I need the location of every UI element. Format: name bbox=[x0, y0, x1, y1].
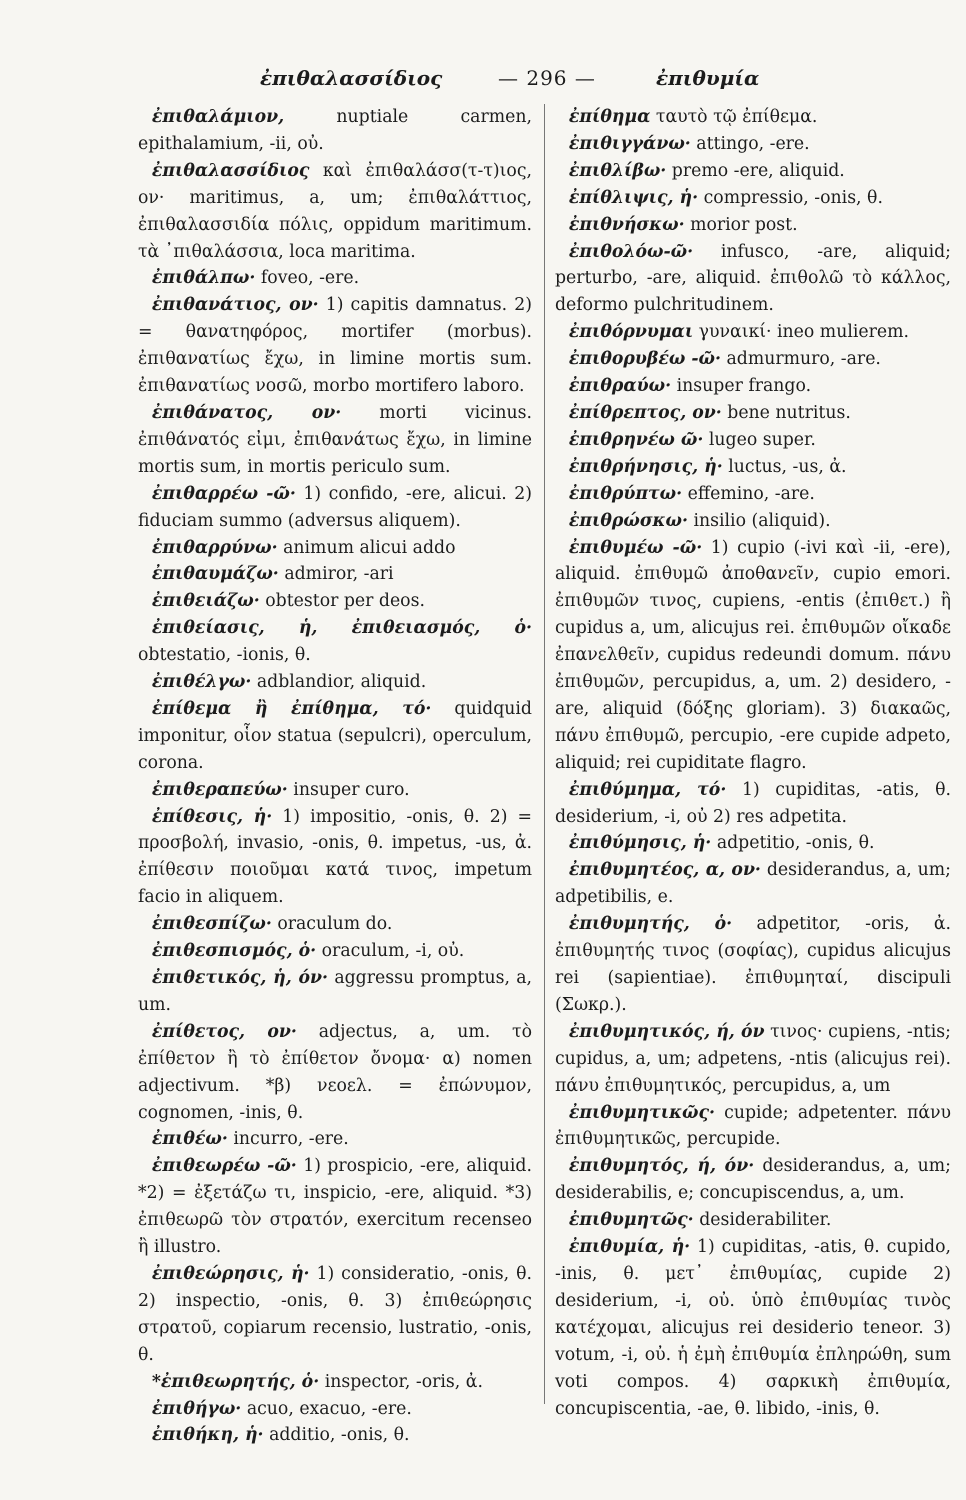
entry-definition: desiderabiliter. bbox=[693, 1210, 832, 1231]
entry-definition: adpetitio, -onis, θ. bbox=[711, 833, 875, 854]
dictionary-entry bbox=[138, 1369, 532, 1396]
entry-headword: ἐπίθλιψις, ἡ· bbox=[568, 187, 699, 208]
dictionary-entry bbox=[555, 1100, 951, 1154]
entry-headword: ἐπιθρηνέω ῶ· bbox=[568, 429, 704, 450]
entry-headword: ἐπιθαλασσίδιος bbox=[151, 160, 310, 181]
entry-definition: 1) consideratio, -onis, θ. 2) inspectio, -onis, θ. 3) ἐπιθεώρησις στρατοῦ, copiarum recensio, lustratio, -onis, θ. bbox=[138, 1263, 532, 1365]
dictionary-entry bbox=[138, 615, 532, 669]
entry-definition: desiderandus, a, um; desiderabilis, e; concupiscendus, a, um. bbox=[555, 1156, 951, 1204]
entry-headword: ἐπιθλίβω· bbox=[568, 160, 667, 181]
entry-headword: ἐπιθαρρύνω· bbox=[151, 537, 278, 558]
entry-definition: oraculum, -i, οὐ. bbox=[316, 941, 465, 962]
dictionary-entry bbox=[555, 830, 951, 857]
entry-definition: καὶ ἐπιθαλάσσ(τ-τ)ιος, ον· maritimus, a, um; ἐπιθαλάττιος, ἐπιθαλασσιδία πόλις, oppidum maritimum. τὰ ᾽πιθαλάσσια, loca maritima. bbox=[138, 160, 532, 262]
dictionary-entry bbox=[555, 857, 951, 911]
entry-definition: insuper curo. bbox=[287, 779, 410, 800]
entry-headword: ἐπιθυμητῶς· bbox=[568, 1210, 694, 1231]
entry-headword: ἐπιθιγγάνω· bbox=[568, 133, 691, 154]
entry-definition: τινος· cupiens, -ntis; cupidus, a, um; adpetens, -ntis (alicujus rei). πάνυ ἐπιθυμητικός, percupidus, a, um bbox=[555, 1021, 951, 1096]
entry-headword: ἐπιθυμητής, ὁ· bbox=[568, 914, 733, 935]
entry-definition: 1) impositio, -onis, θ. 2) = προσβολή, invasio, -onis, θ. impetus, -us, ἀ. ἐπίθεσιν ποιοῦμαι κατά τινος, impetum facio in aliquem. bbox=[138, 806, 532, 908]
page-number: — 296 — bbox=[498, 66, 596, 90]
entry-definition: 1) cupiditas, -atis, θ. cupido, -inis, θ. μετ᾽ ἐπιθυμίας, cupide 2) desiderium, -i, οὐ. ὑπὸ ἐπιθυμίας τινὸς κατέχομαι, alicujus rei desiderio teneor. 3) votum, -i, οὐ. ἡ ἐμὴ ἐπιθυμία ἐπληρώθη, sum voti compos. 4) σαρκικὴ ἐπιθυμία, concupiscentia, -ae, θ. libido, -inis, θ. bbox=[555, 1237, 951, 1419]
entry-headword: ἐπιθείασις, ἡ, ἐπιθειασμός, ὁ· bbox=[151, 618, 532, 639]
entry-headword: ἐπιθεωρέω -ῶ· bbox=[151, 1156, 297, 1177]
dictionary-entry bbox=[138, 1153, 532, 1261]
entry-definition: 1) cupiditas, -atis, θ. desiderium, -i, οὐ 2) res adpetita. bbox=[555, 779, 951, 827]
entry-definition: adpetitor, -oris, ἀ. ἐπιθυμητής τινος (σοφίας), cupidus alicujus rei (sapientiae). ἐπιθυμηταί, discipuli (Σωκρ.). bbox=[555, 914, 951, 1015]
dictionary-entry bbox=[555, 777, 951, 831]
entry-definition: desiderandus, a, um; adpetibilis, e. bbox=[555, 860, 952, 908]
entry-headword: ἐπιθαρρέω -ῶ· bbox=[151, 483, 296, 504]
entry-headword: ἐπιθορυβέω -ῶ· bbox=[568, 349, 721, 370]
right-guide-word: ἐπιθυμία bbox=[656, 66, 760, 90]
entry-headword: ἐπιθυμητέος, α, ον· bbox=[568, 860, 761, 881]
dictionary-entry bbox=[555, 427, 951, 454]
entry-definition: insilio (aliquid). bbox=[687, 510, 831, 531]
entry-headword: ἐπιθνήσκω· bbox=[568, 214, 685, 235]
entry-headword: ἐπιθαυμάζω· bbox=[151, 564, 279, 585]
dictionary-entry bbox=[138, 804, 532, 912]
dictionary-entry bbox=[138, 158, 532, 266]
dictionary-entry bbox=[555, 1019, 951, 1100]
entry-definition: foveo, -ere. bbox=[255, 268, 360, 289]
entry-headword: ἐπιθυμέω -ῶ· bbox=[568, 537, 703, 558]
entry-headword: ἐπιθύμημα, τό· bbox=[568, 779, 727, 800]
dictionary-entry bbox=[555, 373, 951, 400]
dictionary-entry bbox=[555, 1153, 951, 1207]
dictionary-entry bbox=[555, 131, 951, 158]
entry-definition: lugeo super. bbox=[703, 429, 816, 450]
dictionary-entry bbox=[555, 1234, 951, 1422]
entry-definition: luctus, -us, ἀ. bbox=[722, 456, 847, 477]
entry-headword: ἐπιθάλπω· bbox=[151, 268, 256, 289]
dictionary-entry bbox=[138, 669, 532, 696]
dictionary-entry bbox=[555, 104, 951, 131]
dictionary-entry bbox=[138, 1422, 532, 1449]
dictionary-entry bbox=[138, 938, 532, 965]
entry-headword: ἐπιθαλάμιον, bbox=[151, 107, 285, 127]
dictionary-entry bbox=[138, 104, 532, 158]
entry-definition: adblandior, aliquid. bbox=[251, 672, 427, 693]
entry-headword: ἐπιθόρνυμαι bbox=[568, 322, 694, 343]
entry-headword: ἐπιθέω· bbox=[151, 1129, 228, 1150]
entry-definition: attingo, -ere. bbox=[690, 133, 810, 154]
dictionary-entry bbox=[555, 400, 951, 427]
entry-headword: ἐπιθεώρησις, ἡ· bbox=[151, 1263, 310, 1284]
dictionary-entry bbox=[138, 1126, 532, 1153]
entry-headword: ἐπιθάνατος, ον· bbox=[151, 402, 342, 423]
entry-headword: ἐπίθημα bbox=[568, 107, 651, 127]
entry-definition: 1) confido, -ere, alicui. 2) fiduciam summo (adversus aliquem). bbox=[138, 483, 533, 531]
entry-headword: ἐπιθρύπτω· bbox=[568, 483, 683, 504]
dictionary-entry bbox=[138, 561, 532, 588]
dictionary-entry bbox=[138, 481, 532, 535]
entry-definition: incurro, -ere. bbox=[227, 1129, 349, 1150]
entry-headword: ἐπιθυμία, ἡ· bbox=[568, 1237, 691, 1258]
dictionary-entry bbox=[555, 508, 951, 535]
entry-headword: ἐπιθεσπισμός, ὁ· bbox=[151, 941, 317, 962]
entry-headword: ἐπίθεσις, ἡ· bbox=[151, 806, 273, 827]
entry-definition: premo -ere, aliquid. bbox=[666, 160, 845, 181]
right-column bbox=[555, 104, 951, 1422]
entry-definition: quidquid imponitur, οἷον statua (sepulcri), operculum, corona. bbox=[138, 698, 532, 773]
dictionary-entry bbox=[138, 911, 532, 938]
entry-definition: 1) capitis damnatus. 2) = θανατηφόρος, mortifer (morbus). ἐπιθανατίως ἔχω, in limine mortis sum. ἐπιθανατίως νοσῶ, morbo mortifero laboro. bbox=[138, 295, 532, 397]
dictionary-entry bbox=[555, 481, 951, 508]
dictionary-entry bbox=[138, 400, 532, 481]
entry-definition: bene nutritus. bbox=[721, 402, 851, 423]
entry-definition: cupide; adpetenter. πάνυ ἐπιθυμητικῶς, percupide. bbox=[555, 1102, 951, 1150]
entry-headword: ἐπιθραύω· bbox=[568, 376, 672, 397]
entry-definition: morior post. bbox=[684, 214, 798, 235]
entry-headword: ἐπιθυμητός, ή, όν· bbox=[568, 1156, 755, 1177]
dictionary-entry bbox=[555, 158, 951, 185]
dictionary-entry bbox=[138, 1396, 532, 1423]
dictionary-entry bbox=[138, 777, 532, 804]
column-divider bbox=[544, 104, 545, 1404]
entry-headword: ἐπιθρήνησις, ἡ· bbox=[568, 456, 723, 477]
dictionary-entry bbox=[555, 535, 951, 777]
dictionary-entry bbox=[138, 535, 532, 562]
entry-definition: 1) cupio (-ivi καὶ -ii, -ere), aliquid. ἐπιθυμῶ ἀποθανεῖν, cupio emori. ἐπιθυμῶν τινος, cupiens, -entis (ἐπιθετ.) ἢ cupidus a, um, alicujus rei. ἐπιθυμῶν οἴκαδε ἐπανελθεῖν, cupidus redeundi domum. πάνυ ἐπιθυμῶν, percupidus, a, um. 2) desidero, -are, aliquid (δόξης gloriam). 3) διακαῶς, πάνυ ἐπιθυμῶ, percupio, -ere cupide adpeto, aliquid; rei cupiditate flagro. bbox=[555, 537, 951, 773]
entry-definition: effemino, -are. bbox=[682, 483, 815, 504]
entry-definition: morti vicinus. ἐπιθάνατός εἰμι, ἐπιθανάτως ἔχω, in limine mortis sum, in mortis periculo sum. bbox=[138, 402, 532, 477]
entry-definition: oraculum do. bbox=[271, 914, 393, 935]
running-header bbox=[0, 66, 966, 96]
entry-definition: compressio, -onis, θ. bbox=[698, 187, 883, 208]
dictionary-entry bbox=[555, 185, 951, 212]
entry-headword: *ἐπιθεωρητής, ὁ· bbox=[151, 1371, 320, 1392]
dictionary-entry bbox=[555, 239, 951, 320]
entry-definition: insuper frango. bbox=[671, 376, 812, 397]
entry-headword: ἐπιθρώσκω· bbox=[568, 510, 688, 531]
dictionary-entry bbox=[138, 588, 532, 615]
entry-headword: ἐπιθυμητικός, ή, όν bbox=[568, 1021, 765, 1042]
dictionary-entry bbox=[555, 346, 951, 373]
left-column bbox=[138, 104, 532, 1449]
entry-definition: additio, -onis, θ. bbox=[263, 1425, 410, 1446]
entry-definition: infusco, -are, aliquid; perturbo, -are, aliquid. ἐπιθολῶ τὸ κάλλος, deformo pulchritudinem. bbox=[555, 241, 951, 316]
entry-definition: adjectus, a, um. τὸ ἐπίθετον ἢ τὸ ἐπίθετον ὄνομα· α) nomen adjectivum. *β) νεοελ. = ἐπώνυμον, cognomen, -inis, θ. bbox=[138, 1021, 532, 1123]
dictionary-entry bbox=[138, 965, 532, 1019]
entry-definition: admiror, -ari bbox=[278, 564, 394, 585]
dictionary-entry bbox=[138, 696, 532, 777]
entry-definition: 1) prospicio, -ere, aliquid. *2) = ἐξετάζω τι, inspicio, -ere, aliquid. *3) ἐπιθεωρῶ τὸν στρατόν, exercitum recenseo ἢ illustro. bbox=[138, 1156, 532, 1258]
entry-headword: ἐπιθειάζω· bbox=[151, 591, 260, 612]
entry-definition: ταυτὸ τῷ ἐπίθεμα. bbox=[650, 107, 818, 127]
entry-headword: ἐπιθύμησις, ἡ· bbox=[568, 833, 712, 854]
dictionary-entry bbox=[555, 1207, 951, 1234]
entry-definition: animum alicui addo bbox=[277, 537, 456, 558]
entry-definition: admurmuro, -are. bbox=[720, 349, 881, 370]
entry-headword: ἐπιθεσπίζω· bbox=[151, 914, 272, 935]
entry-headword: ἐπιθεραπεύω· bbox=[151, 779, 288, 800]
entry-headword: ἐπιθέλγω· bbox=[151, 672, 252, 693]
entry-headword: ἐπίθρεπτος, ον· bbox=[568, 402, 722, 423]
entry-headword: ἐπιθολόω-ῶ· bbox=[568, 241, 694, 262]
dictionary-entry bbox=[555, 911, 951, 1019]
entry-headword: ἐπιθετικός, ἡ, όν· bbox=[151, 968, 329, 988]
entry-definition: acuo, exacuo, -ere. bbox=[241, 1398, 412, 1419]
entry-definition: nuptiale carmen, epithalamium, -ii, οὐ. bbox=[138, 107, 532, 154]
entry-definition: obtestatio, -ionis, θ. bbox=[138, 645, 311, 666]
entry-headword: ἐπιθήγω· bbox=[151, 1398, 242, 1419]
entry-definition: obtestor per deos. bbox=[259, 591, 425, 612]
dictionary-entry bbox=[138, 1019, 532, 1127]
entry-headword: ἐπιθανάτιος, ον· bbox=[151, 295, 319, 316]
entry-definition: aggressu promptus, a, um. bbox=[138, 968, 533, 1015]
dictionary-entry bbox=[555, 454, 951, 481]
entry-headword: ἐπίθεμα ἢ ἐπίθημα, τό· bbox=[151, 698, 432, 719]
entry-headword: ἐπιθήκη, ἡ· bbox=[151, 1425, 264, 1446]
dictionary-entry bbox=[555, 212, 951, 239]
dictionary-entry bbox=[555, 319, 951, 346]
dictionary-entry bbox=[138, 265, 532, 292]
entry-headword: ἐπίθετος, ον· bbox=[151, 1021, 297, 1042]
dictionary-entry bbox=[138, 292, 532, 400]
left-guide-word: ἐπιθαλασσίδιος bbox=[260, 66, 443, 90]
entry-definition: inspector, -oris, ἀ. bbox=[319, 1371, 483, 1392]
entry-definition: γυναικί· ineo mulierem. bbox=[693, 322, 909, 343]
entry-headword: ἐπιθυμητικῶς· bbox=[568, 1102, 716, 1123]
dictionary-entry bbox=[138, 1261, 532, 1369]
